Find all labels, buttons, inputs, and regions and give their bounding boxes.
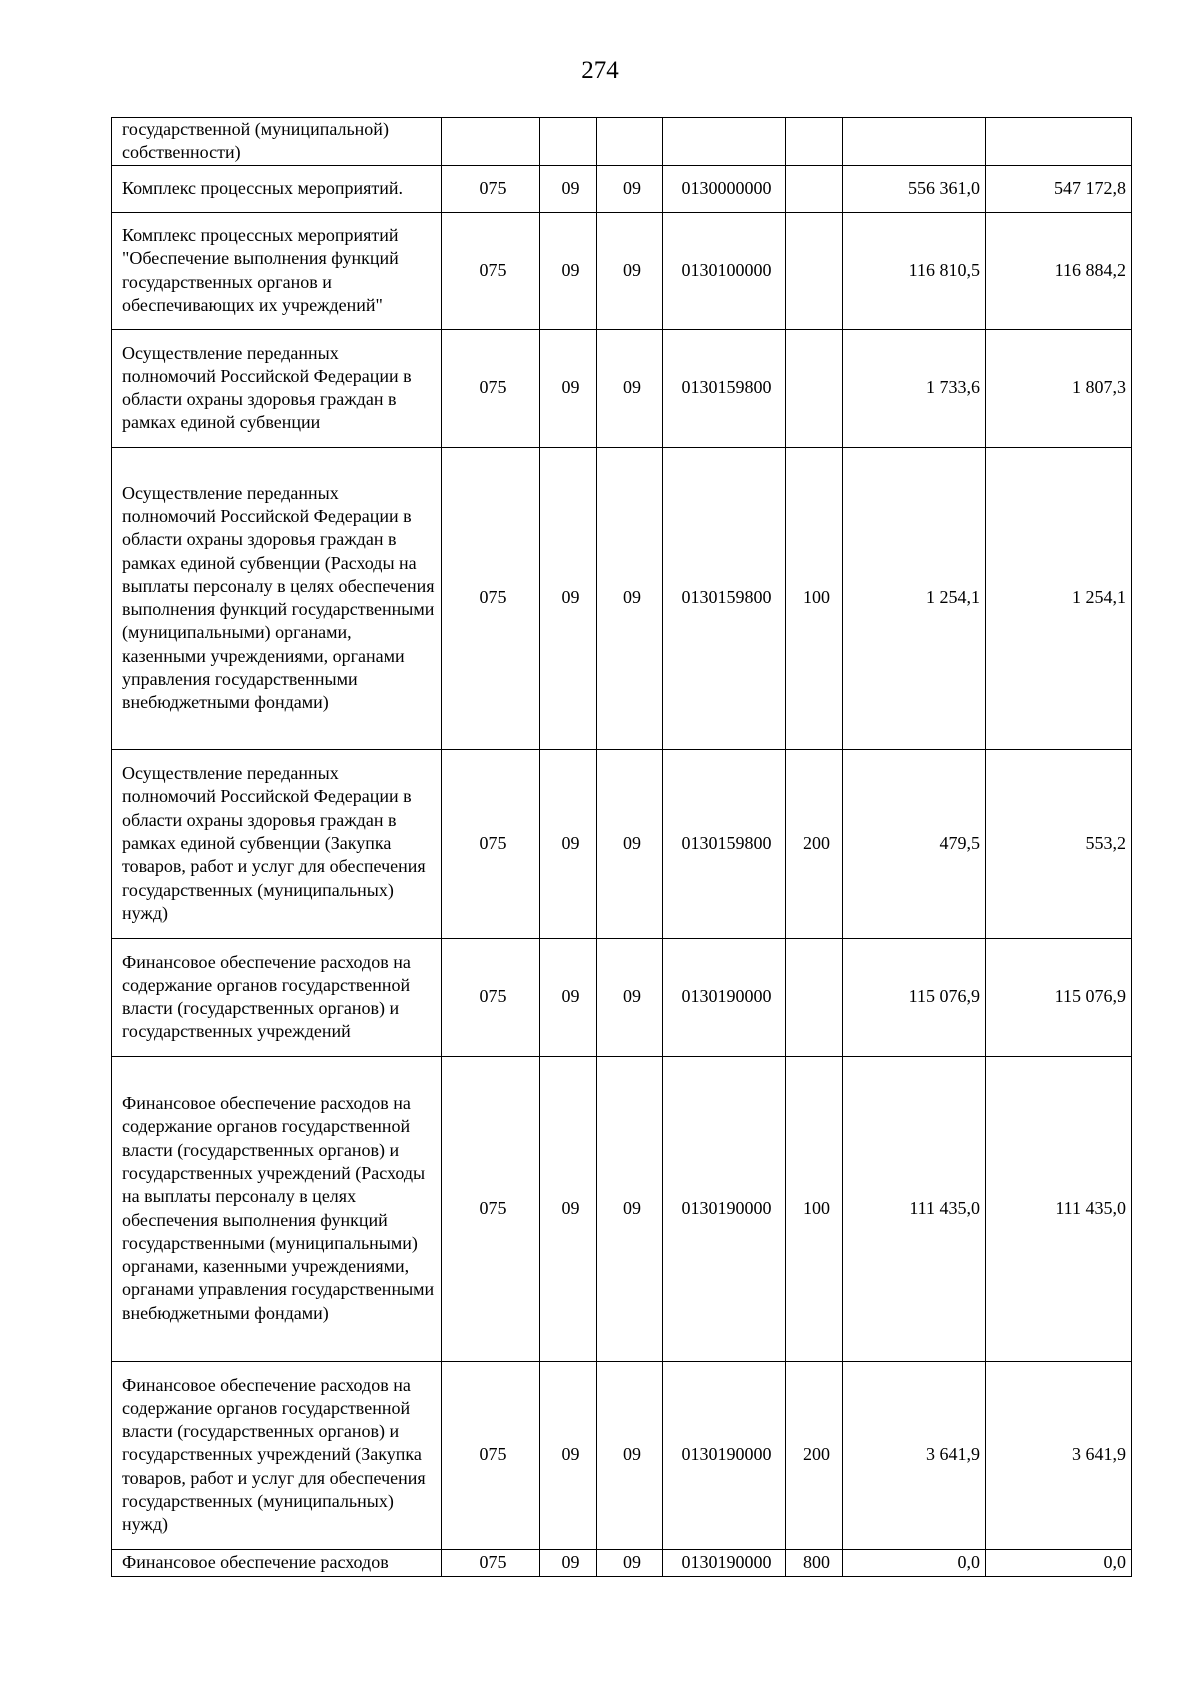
- amount-year1-cell: 479,5: [843, 749, 986, 938]
- amount-year1-cell: 111 435,0: [843, 1056, 986, 1361]
- section-cell: 09: [540, 329, 597, 447]
- grbs-cell: [442, 118, 540, 166]
- row-name-cell: Осуществление переданных полномочий Российской Федерации в области охраны здоровья граждан в рамках единой субвенции (Закупка товаров, работ и услуг для обеспечения государственных (муниципальных) нужд): [112, 749, 442, 938]
- amount-year1-cell: 116 810,5: [843, 212, 986, 329]
- row-name-cell: Осуществление переданных полномочий Российской Федерации в области охраны здоровья граждан в рамках единой субвенции (Расходы на выплаты персоналу в целях обеспечения выполнения функций государственными (муниципальными) органами, казенными учреждениями, органами управления государственными внебюджетными фондами): [112, 447, 442, 749]
- target-article-cell: 0130190000: [663, 1549, 786, 1576]
- amount-year1-cell: 556 361,0: [843, 165, 986, 212]
- amount-year2-cell: 553,2: [986, 749, 1132, 938]
- table-row: [112, 1361, 1132, 1549]
- section-cell: [540, 118, 597, 166]
- row-name-cell: Осуществление переданных полномочий Российской Федерации в области охраны здоровья граждан в рамках единой субвенции: [112, 329, 442, 447]
- expense-type-cell: [786, 212, 843, 329]
- target-article-cell: 0130190000: [663, 1056, 786, 1361]
- row-name-cell: Комплекс процессных мероприятий.: [112, 165, 442, 212]
- grbs-cell: 075: [442, 329, 540, 447]
- budget-table: [111, 117, 1132, 1577]
- target-article-cell: 0130190000: [663, 938, 786, 1056]
- section-cell: 09: [540, 212, 597, 329]
- amount-year2-cell: 1 807,3: [986, 329, 1132, 447]
- amount-year1-cell: 1 733,6: [843, 329, 986, 447]
- table-row: [112, 212, 1132, 329]
- expense-type-cell: [786, 118, 843, 166]
- section-cell: 09: [540, 938, 597, 1056]
- target-article-cell: [663, 118, 786, 166]
- amount-year2-cell: 111 435,0: [986, 1056, 1132, 1361]
- page-number: 274: [581, 57, 619, 84]
- amount-year1-cell: 115 076,9: [843, 938, 986, 1056]
- target-article-cell: 0130000000: [663, 165, 786, 212]
- table-row: [112, 165, 1132, 212]
- amount-year2-cell: 0,0: [986, 1549, 1132, 1576]
- subsection-cell: 09: [597, 1056, 663, 1361]
- amount-year1-cell: 1 254,1: [843, 447, 986, 749]
- subsection-cell: [597, 118, 663, 166]
- target-article-cell: 0130190000: [663, 1361, 786, 1549]
- table-row: [112, 749, 1132, 938]
- expense-type-cell: 100: [786, 447, 843, 749]
- row-name-cell: Финансовое обеспечение расходов на содержание органов государственной власти (государственных органов) и государственных учреждений: [112, 938, 442, 1056]
- subsection-cell: 09: [597, 329, 663, 447]
- section-cell: 09: [540, 1549, 597, 1576]
- target-article-cell: 0130159800: [663, 749, 786, 938]
- table-row: [112, 447, 1132, 749]
- amount-year2-cell: [986, 118, 1132, 166]
- expense-type-cell: 100: [786, 1056, 843, 1361]
- section-cell: 09: [540, 1056, 597, 1361]
- subsection-cell: 09: [597, 1361, 663, 1549]
- expense-type-cell: 200: [786, 749, 843, 938]
- expense-type-cell: [786, 329, 843, 447]
- grbs-cell: 075: [442, 1549, 540, 1576]
- expense-type-cell: [786, 938, 843, 1056]
- amount-year1-cell: [843, 118, 986, 166]
- section-cell: 09: [540, 749, 597, 938]
- table-row: [112, 329, 1132, 447]
- grbs-cell: 075: [442, 447, 540, 749]
- grbs-cell: 075: [442, 1056, 540, 1361]
- section-cell: 09: [540, 165, 597, 212]
- amount-year1-cell: 0,0: [843, 1549, 986, 1576]
- target-article-cell: 0130100000: [663, 212, 786, 329]
- amount-year2-cell: 3 641,9: [986, 1361, 1132, 1549]
- row-name-cell: государственной (муниципальной) собственности): [112, 118, 442, 166]
- section-cell: 09: [540, 1361, 597, 1549]
- subsection-cell: 09: [597, 749, 663, 938]
- amount-year2-cell: 1 254,1: [986, 447, 1132, 749]
- expense-type-cell: 200: [786, 1361, 843, 1549]
- table-row: [112, 938, 1132, 1056]
- amount-year2-cell: 116 884,2: [986, 212, 1132, 329]
- table-row: [112, 1549, 1132, 1576]
- row-name-cell: Финансовое обеспечение расходов на содержание органов государственной власти (государственных органов) и государственных учреждений (Расходы на выплаты персоналу в целях обеспечения выполнения функций государственными (муниципальными) органами, казенными учреждениями, органами управления государственными внебюджетными фондами): [112, 1056, 442, 1361]
- grbs-cell: 075: [442, 165, 540, 212]
- expense-type-cell: [786, 165, 843, 212]
- table-row: [112, 1056, 1132, 1361]
- grbs-cell: 075: [442, 1361, 540, 1549]
- section-cell: 09: [540, 447, 597, 749]
- expense-type-cell: 800: [786, 1549, 843, 1576]
- amount-year1-cell: 3 641,9: [843, 1361, 986, 1549]
- subsection-cell: 09: [597, 212, 663, 329]
- grbs-cell: 075: [442, 938, 540, 1056]
- grbs-cell: 075: [442, 749, 540, 938]
- row-name-cell: Финансовое обеспечение расходов: [112, 1549, 442, 1576]
- grbs-cell: 075: [442, 212, 540, 329]
- target-article-cell: 0130159800: [663, 329, 786, 447]
- row-name-cell: Финансовое обеспечение расходов на содержание органов государственной власти (государственных органов) и государственных учреждений (Закупка товаров, работ и услуг для обеспечения государственных (муниципальных) нужд): [112, 1361, 442, 1549]
- amount-year2-cell: 547 172,8: [986, 165, 1132, 212]
- row-name-cell: Комплекс процессных мероприятий "Обеспечение выполнения функций государственных органов и обеспечивающих их учреждений": [112, 212, 442, 329]
- amount-year2-cell: 115 076,9: [986, 938, 1132, 1056]
- subsection-cell: 09: [597, 447, 663, 749]
- table-row: [112, 118, 1132, 166]
- subsection-cell: 09: [597, 938, 663, 1056]
- subsection-cell: 09: [597, 1549, 663, 1576]
- subsection-cell: 09: [597, 165, 663, 212]
- target-article-cell: 0130159800: [663, 447, 786, 749]
